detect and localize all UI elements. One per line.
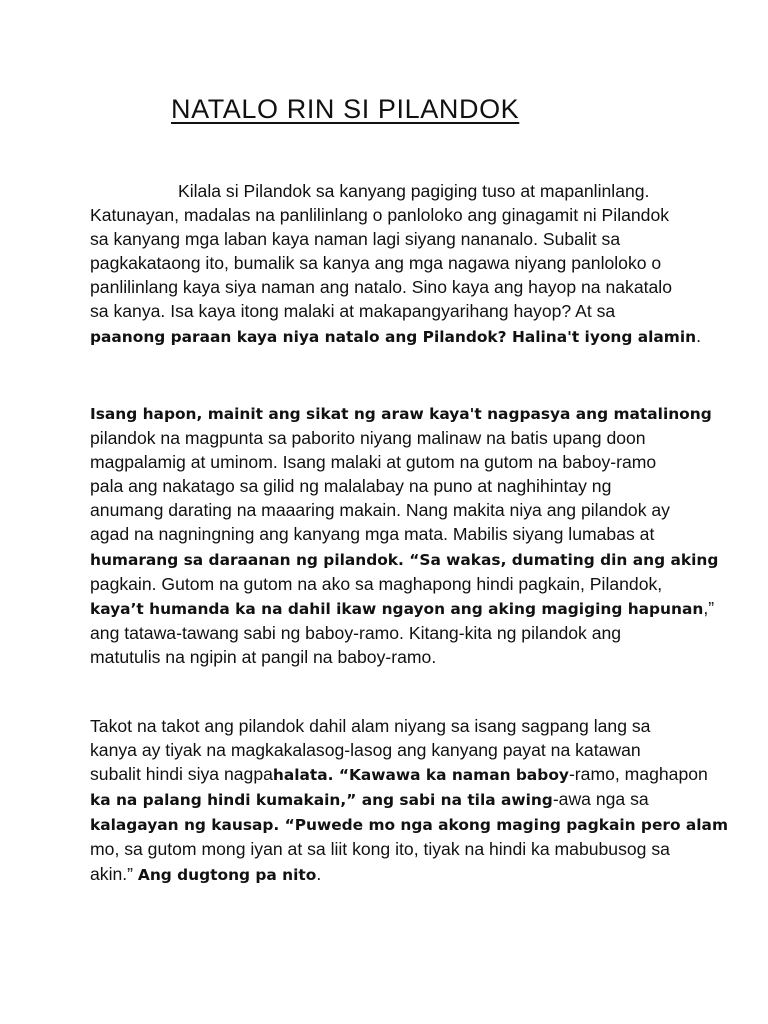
bold-text-run: Isang hapon, mainit ang sikat ng araw kaya't nagpasya ang matalinong (90, 405, 712, 423)
text-line (90, 498, 730, 522)
text-run: agad na nagningning ang kanyang mga mata. Mabilis siyang lumabas at (90, 524, 655, 545)
text-line (90, 547, 730, 572)
text-line (90, 572, 730, 596)
text-line (90, 762, 730, 787)
bold-text-run: paanong paraan kaya niya natalo ang Pilandok? Halina't iyong alamin (90, 327, 697, 346)
paragraph-1 (90, 179, 730, 349)
bold-text-run: Ang dugtong pa nito (137, 865, 317, 884)
bold-text-run: kalagayan ng kausap. “Puwede mo nga akong maging pagkain pero alam (90, 816, 728, 835)
text-line (90, 522, 730, 546)
text-run: anumang darating na maaaring makain. Nang makita niya ang pilandok ay (90, 500, 670, 521)
text-line (90, 299, 730, 323)
text-run: Katunayan, madalas na panlilinlang o panloloko ang ginagamit ni Pilandok (90, 205, 670, 226)
text-line (90, 621, 730, 645)
text-run: sa kanyang mga laban kaya naman lagi siyang nananalo. Subalit sa (90, 229, 621, 250)
text-line (90, 738, 730, 762)
text-run: ,” (703, 597, 715, 618)
text-run: Kilala si Pilandok sa kanyang pagiging tuso at mapanlinlang. (178, 181, 650, 201)
text-run: kanya ay tiyak na magkakalasog-lasog ang kanyang payat na katawan (90, 740, 641, 761)
text-line (90, 474, 730, 498)
text-line (90, 179, 730, 203)
text-run: matutulis na ngipin at pangil na baboy-ramo. (90, 646, 437, 667)
text-line (90, 426, 730, 450)
text-line (90, 837, 730, 861)
text-run: -ramo, maghapon (568, 764, 708, 785)
paragraph-2 (90, 401, 730, 669)
text-line (90, 714, 730, 738)
text-run: panlilinlang kaya siya naman ang natalo. Sino kaya ang hayop na nakatalo (90, 277, 672, 298)
text-run: sa kanya. Isa kaya itong malaki at makapangyarihang hayop? At sa (90, 301, 616, 322)
text-run: . (316, 863, 322, 884)
bold-text-run: halata. “Kawawa ka naman baboy (272, 766, 569, 785)
text-run: pagkain. Gutom na gutom na ako sa maghapong hindi pagkain, Pilandok, (90, 573, 663, 594)
text-line (90, 275, 730, 299)
text-line (90, 645, 730, 669)
text-line (90, 324, 730, 349)
text-line (90, 862, 730, 887)
bold-text-run: humarang sa daraanan ng pilandok. “Sa wakas, dumating din ang aking (90, 550, 719, 569)
text-line (90, 401, 730, 426)
text-run: Takot na takot ang pilandok dahil alam niyang sa isang sagpang lang sa (90, 716, 651, 736)
document-title: NATALO RIN SI PILANDOK (171, 94, 520, 124)
text-line (90, 227, 730, 251)
text-line (90, 450, 730, 474)
text-run: mo, sa gutom mong iyan at sa liit kong ito, tiyak na hindi ka mabubusog sa (90, 839, 670, 860)
text-run: ang tatawa-tawang sabi ng baboy-ramo. Kitang-kita ng pilandok ang (90, 622, 622, 643)
text-line (90, 787, 730, 812)
text-run: pagkakataong ito, bumalik sa kanya ang mga nagawa niyang panloloko o (90, 253, 662, 274)
text-run: magpalamig at uminom. Isang malaki at gutom na gutom na baboy-ramo (90, 452, 657, 473)
text-line (90, 251, 730, 275)
bold-text-run: ka na palang hindi kumakain,” ang sabi na tila awing (90, 791, 553, 810)
text-line (90, 203, 730, 227)
text-line (90, 596, 730, 621)
paragraph-3 (90, 714, 730, 887)
text-run: . (696, 325, 701, 346)
bold-text-run: kaya’t humanda ka na dahil ikaw ngayon ang aking magiging hapunan (90, 599, 704, 618)
text-run: pala ang nakatago sa gilid ng malalabay na puno at naghihintay ng (90, 476, 612, 497)
text-run: akin.” (90, 863, 138, 884)
text-run: -awa nga sa (552, 789, 649, 810)
text-run: subalit hindi siya nagpa (90, 764, 273, 785)
text-run: pilandok na magpunta sa paborito niyang malinaw na batis upang doon (90, 428, 646, 449)
text-line (90, 812, 730, 837)
